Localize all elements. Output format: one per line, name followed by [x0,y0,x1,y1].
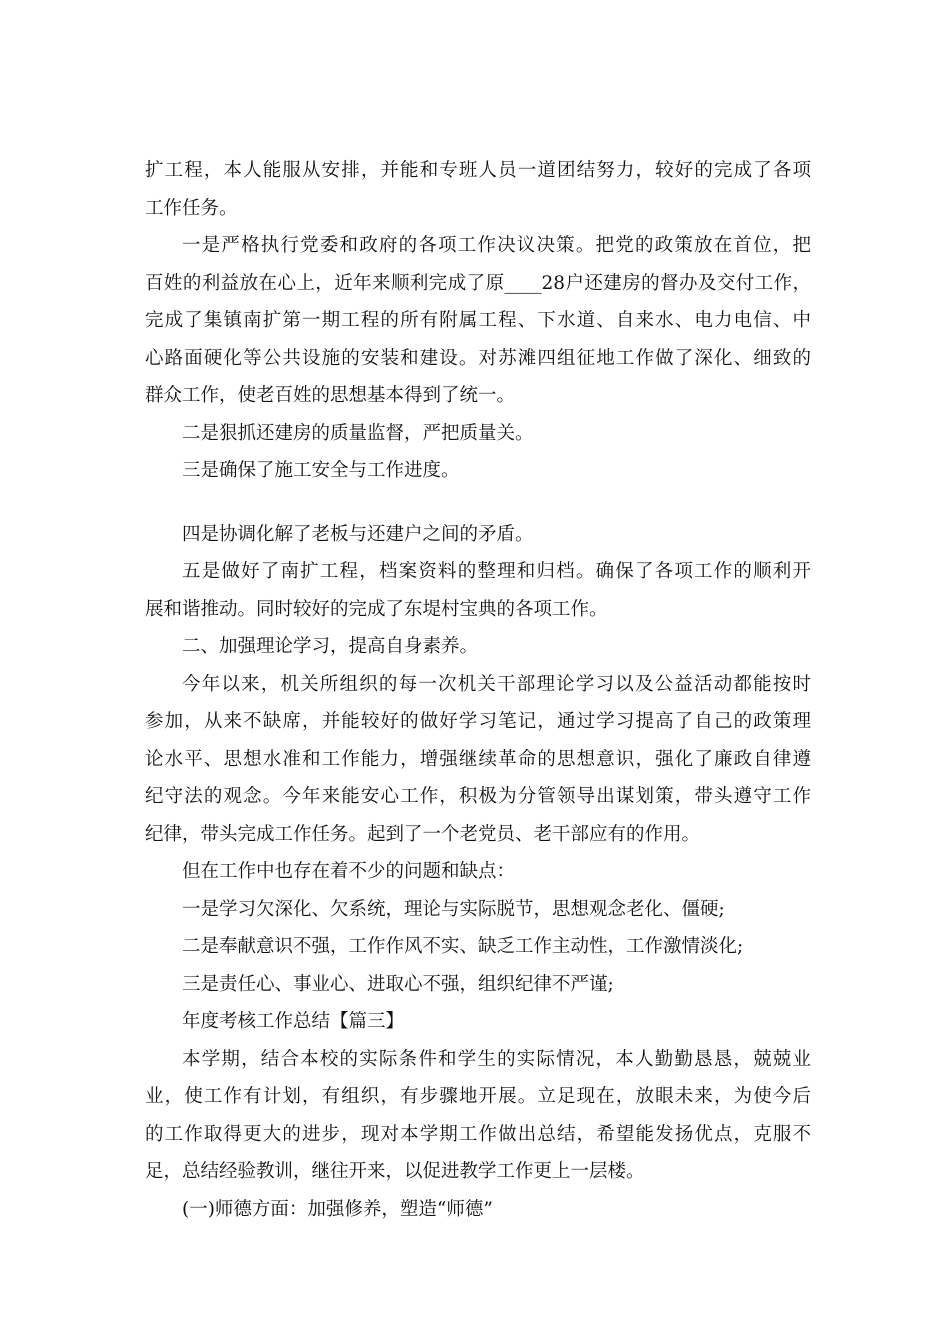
subsection-heading: (一)师德方面：加强修养，塑造“师德” [182,1198,493,1220]
paragraph-first-line: 今年以来，机关所组织的每一次机关干部理论学习以及公益活动都能按时 [182,673,811,695]
text-line: 论水平、思想水准和工作能力，增强继续革命的思想意识，强化了廉政自律遵 [145,748,811,770]
text-line: 的工作取得更大的进步，现对本学期工作做出总结，希望能发扬优点，克服不 [145,1123,811,1145]
text-line: 心路面硬化等公共设施的安装和建设。对苏滩四组征地工作做了深化、细致的 [145,347,811,369]
text-line: 足，总结经验教训，继往开来，以促进教学工作更上一层楼。 [145,1161,645,1182]
text-line: 工作任务。 [145,197,238,219]
text-line: 展和谐推动。同时较好的完成了东堤村宝典的各项工作。 [145,598,608,620]
text-line: 完成了集镇南扩第一期工程的所有附属工程、下水道、自来水、电力电信、中 [145,310,811,331]
paragraph-first-line: 二是狠抓还建房的质量监督，严把质量关。 [182,422,534,444]
text-line: 扩工程，本人能服从安排，并能和专班人员一道团结努力，较好的完成了各项 [145,160,811,181]
list-item: 一是学习欠深化、欠系统，理论与实际脱节，思想观念老化、僵硬; [182,898,725,920]
page-break-gap [145,490,811,516]
paragraph-first-line: 五是做好了南扩工程，档案资料的整理和归档。确保了各项工作的顺利开 [182,561,811,582]
text-line: 纪守法的观念。今年来能安心工作，积极为分管领导出谋划策，带头遵守工作 [145,786,811,807]
paragraph-first-line: 本学期，结合本校的实际条件和学生的实际情况，本人勤勤恳恳，兢兢业 [182,1048,811,1070]
text-line: 百姓的利益放在心上，近年来顺利完成了原____28户还建房的督办及交付工作， [145,272,811,294]
paragraph-first-line: 一是严格执行党委和政府的各项工作决议决策。把党的政策放在首位，把 [182,235,811,256]
text-line: 业，使工作有计划，有组织，有步骤地开展。立足现在，放眼未来，为使今后 [145,1086,811,1107]
list-item: 二是奉献意识不强，工作作风不实、缺乏工作主动性，工作激情淡化; [182,936,744,957]
text-line: 纪律，带头完成工作任务。起到了一个老党员、老干部应有的作用。 [145,823,701,845]
document-body [145,152,811,1228]
section-heading: 二、加强理论学习，提高自身素养。 [182,636,479,657]
list-item: 三是责任心、事业心、进取心不强，组织纪律不严谨; [182,973,614,995]
paragraph-first-line: 但在工作中也存在着不少的问题和缺点： [182,861,516,882]
paragraph-first-line: 四是协调化解了老板与还建户之间的矛盾。 [182,523,534,545]
text-line: 群众工作，使老百姓的思想基本得到了统一。 [145,385,516,406]
section-title: 年度考核工作总结【篇三】 [182,1011,405,1032]
text-line: 参加，从来不缺席，并能较好的做好学习笔记，通过学习提高了自己的政策理 [145,711,811,732]
paragraph-first-line: 三是确保了施工安全与工作进度。 [182,460,460,481]
